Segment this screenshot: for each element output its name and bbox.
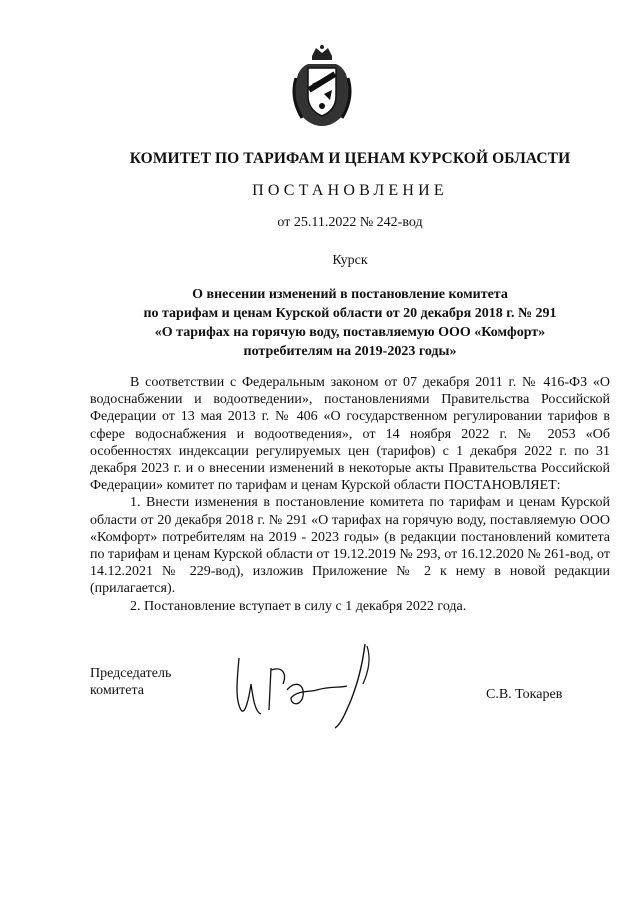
title-line: по тарифам и ценам Курской области от 20 декабря 2018 г. № 291 — [143, 306, 557, 321]
signer-position-line: Председатель — [90, 666, 172, 681]
signer-name: С.В. Токарев — [486, 687, 563, 702]
document-type: ПОСТАНОВЛЕНИЕ — [252, 182, 448, 199]
coat-of-arms-emblem — [290, 44, 354, 128]
title-line: потребителям на 2019-2023 годы» — [243, 344, 457, 359]
document-date-number: от 25.11.2022 № 242-вод — [277, 215, 423, 230]
preamble-paragraph: В соответствии с Федеральным законом от 07 декабря 2011 г. № 416-ФЗ «О водоснабжении и водоотведении», постановлениями Правительства Российской Федерации от 13 мая 2013 г. № 406 «О государственном регулировании тарифов в сфере водоснабжения и водоотведения», от 14 ноября 2022 г. № 2053 «Об особенностях индексации регулируемых цен (тарифов) с 1 декабря 2022 г. по 31 декабря 2023 г. и о внесении изменений в некоторые акты Правительства Российской Федерации» комитет по тарифам и ценам Курской области ПОСТАНОВЛЯЕТ: — [90, 375, 610, 494]
document-body — [90, 374, 610, 615]
title-line: «О тарифах на горячую воду, поставляемую ООО «Комфорт» — [154, 325, 546, 340]
item-1-paragraph: 1. Внести изменения в постановление комитета по тарифам и ценам Курской области от 20 декабря 2018 г. № 291 «О тарифах на горячую воду, поставляемую ООО «Комфорт» потребителям на 2019 - 2023 годы» (в редакции постановлений комитета по тарифам и ценам Курской области от 19.12.2019 № 293, от 16.12.2020 № 261-вод, от 14.12.2021 № 229-вод), изложив Приложение № 2 к нему в новой редакции (прилагается). — [90, 495, 610, 597]
document-title — [90, 285, 610, 361]
signer-position-line: комитета — [90, 683, 145, 698]
committee-name: КОМИТЕТ ПО ТАРИФАМ И ЦЕНАМ КУРСКОЙ ОБЛАСТИ — [129, 150, 571, 167]
handwritten-signature — [225, 640, 385, 730]
item-2-paragraph: 2. Постановление вступает в силу с 1 декабря 2022 года. — [130, 598, 467, 614]
signer-position — [90, 665, 171, 699]
title-line: О внесении изменений в постановление комитета — [192, 287, 508, 302]
city: Курск — [332, 253, 368, 268]
